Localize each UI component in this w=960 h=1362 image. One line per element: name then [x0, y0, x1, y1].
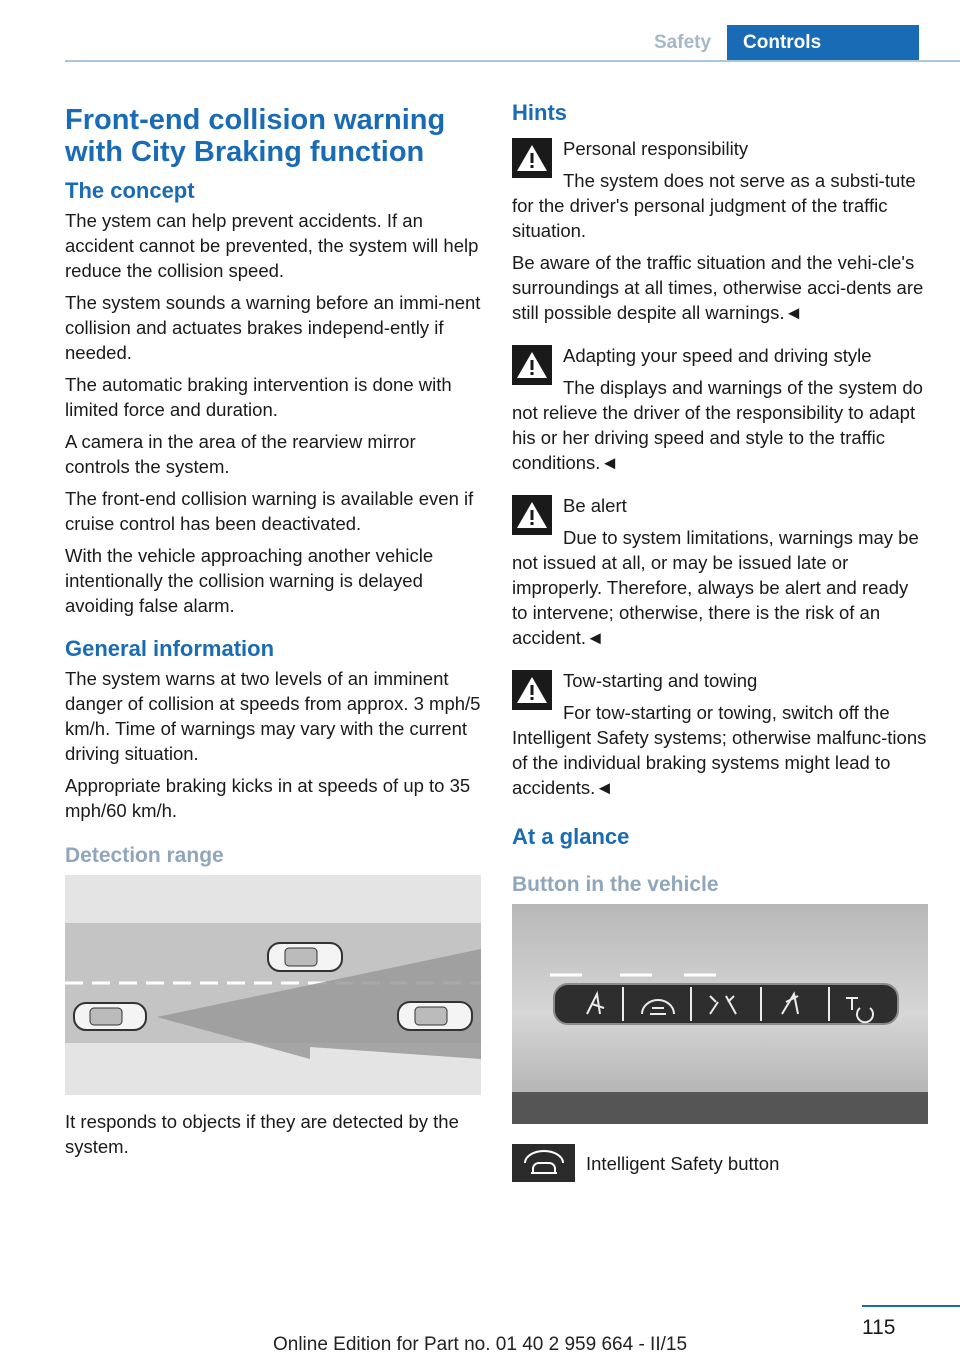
glance-heading: At a glance	[512, 824, 630, 849]
tab-controls[interactable]: Controls	[727, 25, 919, 61]
concept-paragraph: The ystem can help prevent accidents. If an accident cannot be prevented, the system will help reduce the collision speed.	[65, 210, 479, 281]
car-icon	[398, 1002, 472, 1030]
concept-paragraph: The automatic braking intervention is done with limited force and duration.	[65, 374, 452, 420]
concept-paragraph: The system sounds a warning before an immi-nent collision and actuates brakes independ-ently if needed.	[65, 292, 481, 363]
warning-title: Be alert	[563, 495, 627, 516]
warning-triangle-icon	[512, 138, 552, 178]
car-icon	[74, 1003, 146, 1030]
header-rule	[65, 60, 960, 62]
general-paragraph: The system warns at two levels of an imminent danger of collision at speeds from approx. 3 mph/5 km/h. Time of warnings may vary with the current driving situation.	[65, 668, 481, 764]
title-line-1: Front-end collision warning	[65, 104, 446, 136]
page-number: 115	[862, 1316, 896, 1339]
warning-text: For tow-starting or towing, switch off the Intelligent Safety systems; otherwise malfunc-tions of the individual braking systems might lead to accidents.◄	[512, 702, 927, 798]
concept-paragraph: The front-end collision warning is available even if cruise control has been deactivated.	[65, 488, 474, 534]
button-legend	[512, 1144, 928, 1182]
general-heading: General information	[65, 636, 275, 661]
warning-title: Adapting your speed and driving style	[563, 345, 872, 366]
warning-block	[512, 668, 928, 800]
warning-text: Due to system limitations, warnings may be not issued at all, or may be issued late or improperly. Therefore, always be alert and ready to intervene; otherwise, there is the risk of an accident.◄	[512, 527, 919, 648]
tab-safety[interactable]: Safety	[638, 25, 727, 61]
detection-heading: Detection range	[65, 844, 224, 867]
warning-block	[512, 493, 928, 650]
warning-text: Be aware of the traffic situation and the vehi-cle's surroundings at all times, otherwise acci-dents are still possible despite all warnings.◄	[512, 252, 924, 323]
vehicle-button-figure	[512, 904, 928, 1124]
concept-heading: The concept	[65, 178, 195, 203]
warning-text: The system does not serve as a substi-tute for the driver's personal judgment of the traffic situation.	[512, 170, 916, 241]
detection-caption: It responds to objects if they are detected by the system.	[65, 1111, 459, 1157]
warning-text: The displays and warnings of the system do not relieve the driver of the responsibility to adapt his or her driving speed and style to the traffic conditions.◄	[512, 377, 923, 473]
button-heading: Button in the vehicle	[512, 873, 719, 896]
warning-triangle-icon	[512, 670, 552, 710]
general-paragraph: Appropriate braking kicks in at speeds of up to 35 mph/60 km/h.	[65, 775, 471, 821]
page-number-rule	[862, 1305, 960, 1307]
warning-block	[512, 343, 928, 475]
intelligent-safety-icon	[512, 1144, 575, 1182]
concept-paragraph: A camera in the area of the rearview mirror controls the system.	[65, 431, 416, 477]
detection-range-figure	[65, 875, 481, 1095]
hints-heading: Hints	[512, 100, 567, 125]
legend-label: Intelligent Safety button	[586, 1152, 780, 1174]
title-line-2: with City Braking function	[65, 136, 425, 168]
warning-title: Personal responsibility	[563, 138, 749, 159]
warning-triangle-icon	[512, 345, 552, 385]
warning-title: Tow-starting and towing	[563, 670, 758, 691]
edition-footer: Online Edition for Part no. 01 40 2 959 664 - II/15	[272, 1334, 688, 1355]
car-icon	[268, 943, 342, 971]
right-column	[512, 100, 928, 1182]
left-column	[65, 100, 481, 1166]
warning-block	[512, 136, 928, 325]
header-tabs	[638, 25, 919, 61]
warning-triangle-icon	[512, 495, 552, 535]
concept-paragraph: With the vehicle approaching another vehicle intentionally the collision warning is delayed avoiding false alarm.	[65, 545, 434, 616]
page-title	[65, 104, 481, 168]
